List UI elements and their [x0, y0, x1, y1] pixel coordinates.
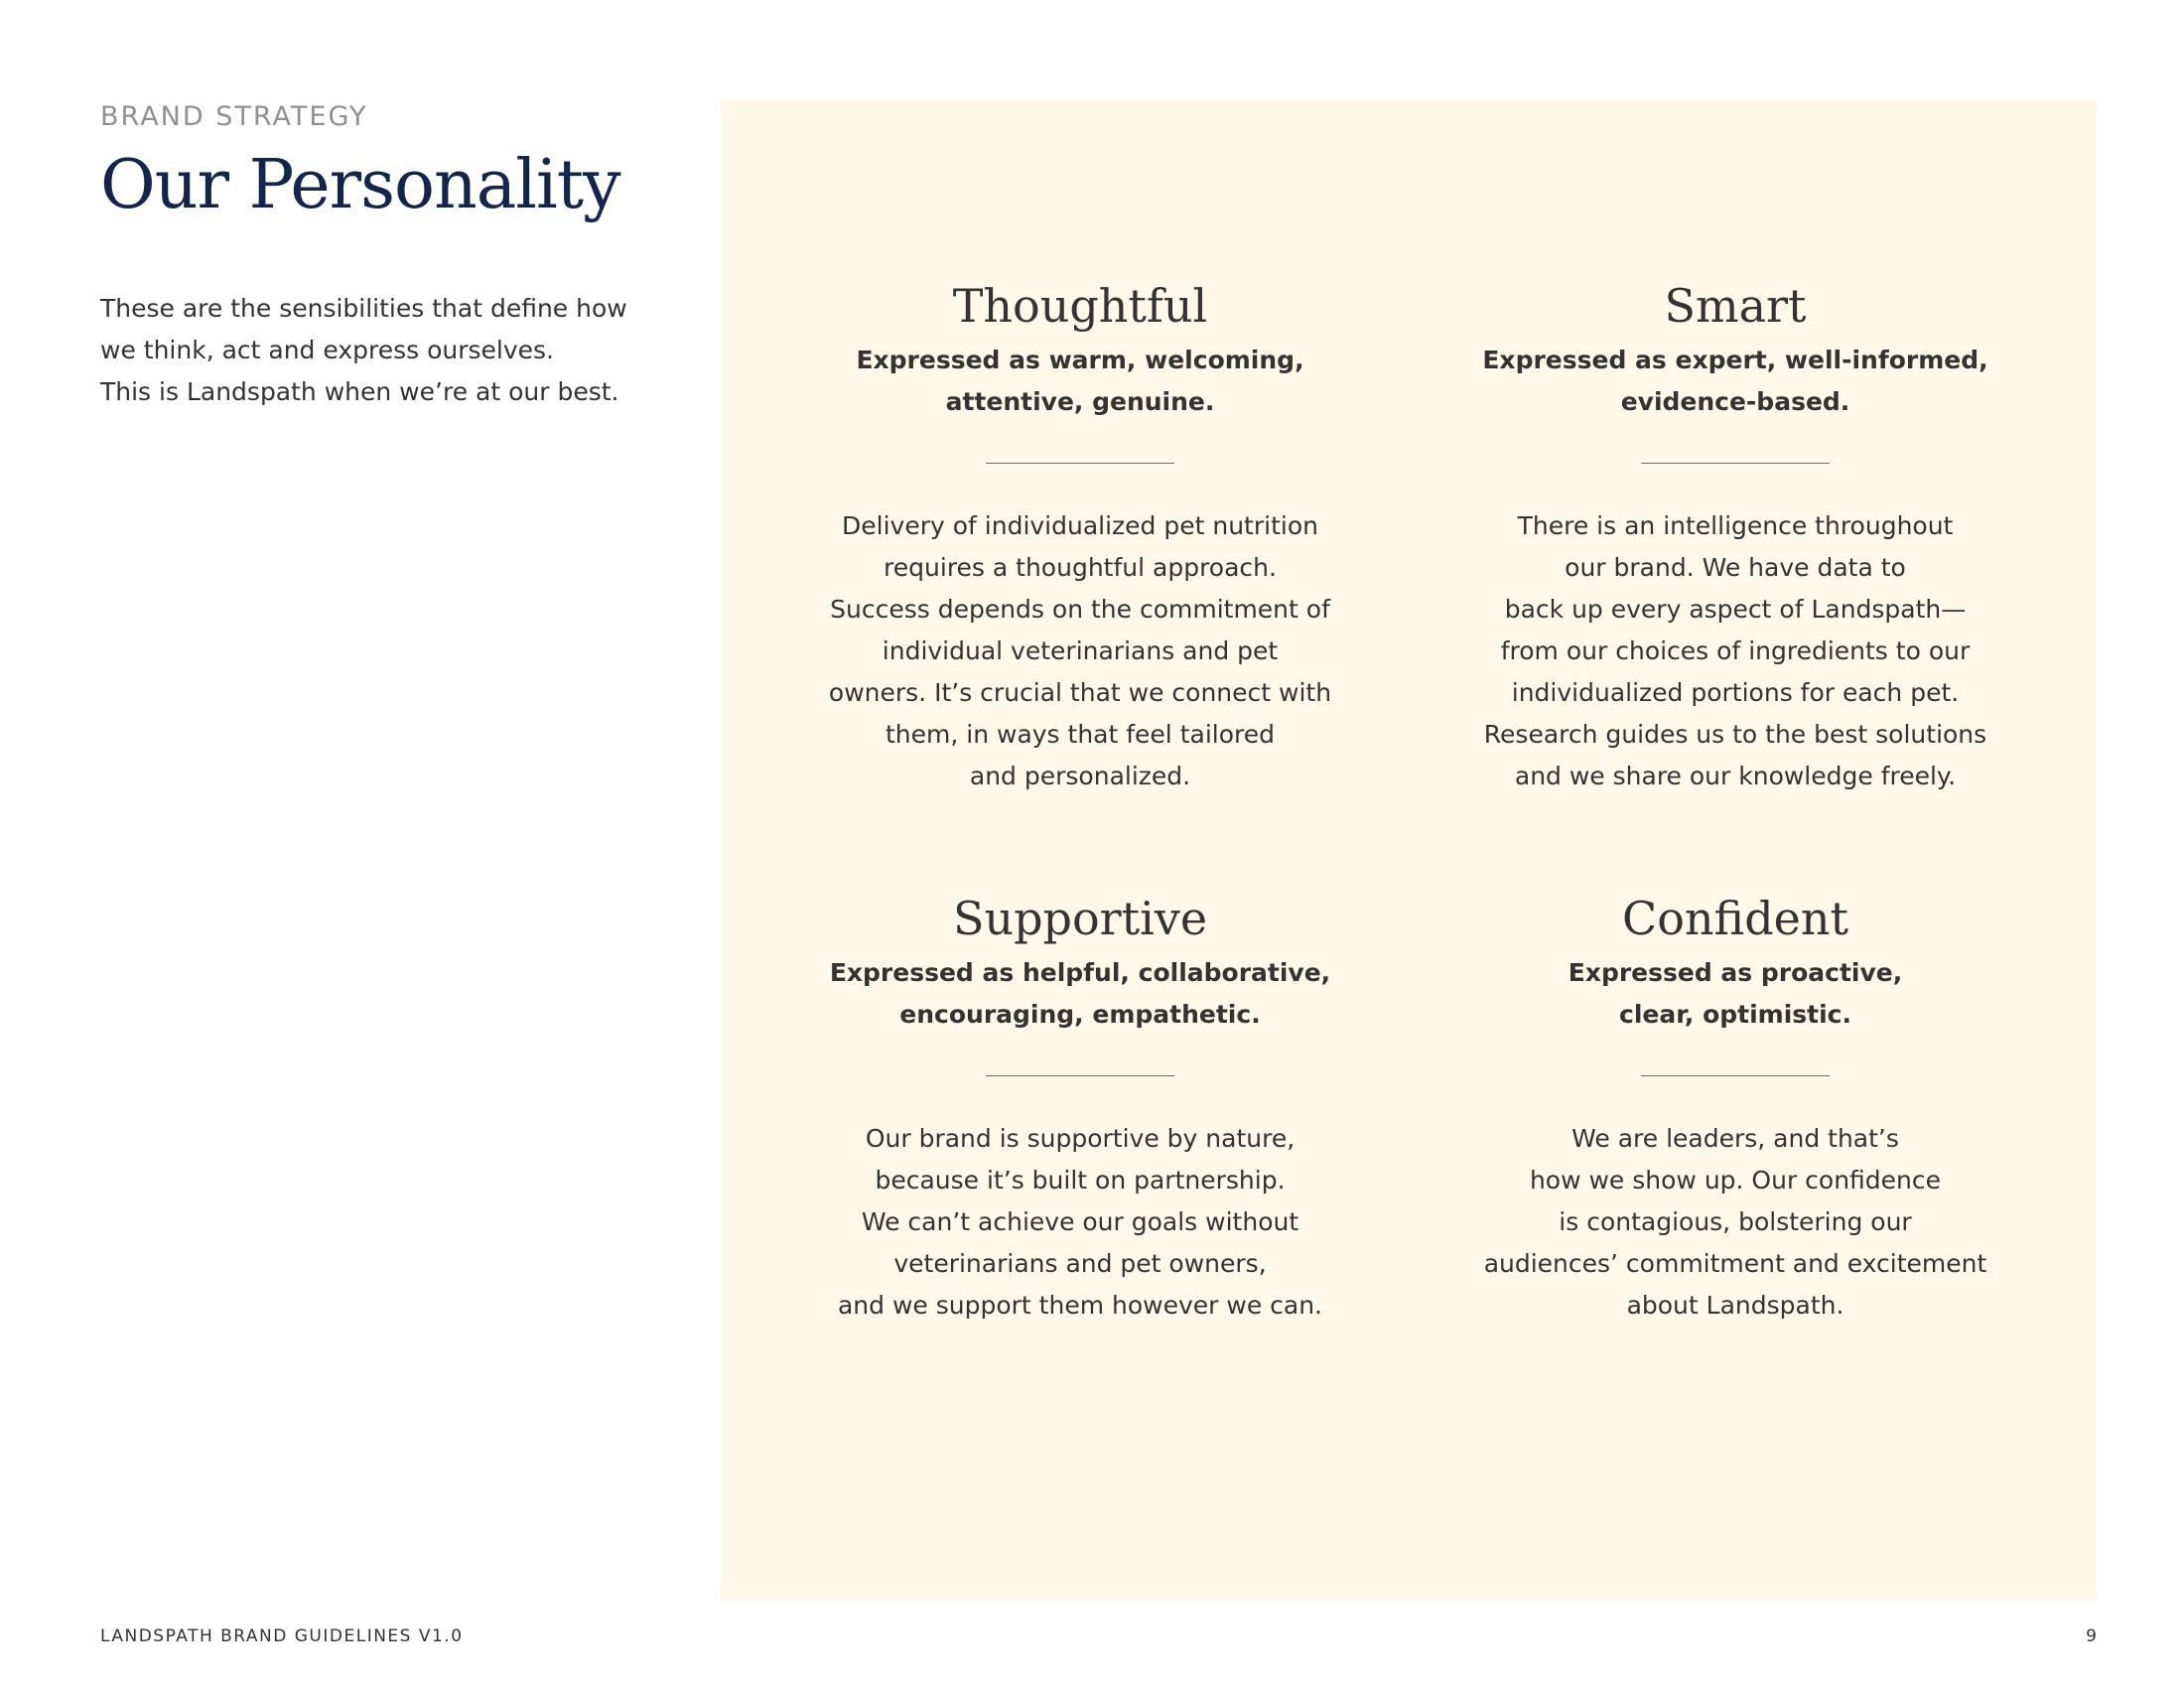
- trait-body-line: Research guides us to the best solutions: [1483, 720, 1987, 749]
- trait-body: [772, 1118, 1388, 1327]
- trait-body-line: individualized portions for each pet.: [1511, 678, 1960, 707]
- intro-line: These are the sensibilities that define how: [100, 294, 627, 323]
- trait-expressed: [1428, 340, 2043, 423]
- trait-expressed: [772, 952, 1388, 1036]
- trait-body-line: There is an intelligence throughout: [1517, 511, 1954, 540]
- trait-supportive: [772, 891, 1388, 1327]
- intro-line: we think, act and express ourselves.: [100, 336, 555, 364]
- trait-title: Confident: [1622, 892, 1848, 945]
- trait-expressed: [1428, 952, 2043, 1036]
- trait-body-line: how we show up. Our confidence: [1529, 1166, 1942, 1195]
- trait-expressed-line: encouraging, empathetic.: [899, 1000, 1261, 1029]
- trait-expressed-line: Expressed as warm, welcoming,: [856, 346, 1304, 374]
- trait-divider: [986, 463, 1174, 464]
- intro-line: This is Landspath when we’re at our best.: [100, 377, 619, 406]
- trait-expressed-line: Expressed as expert, well-informed,: [1482, 346, 1988, 374]
- trait-expressed: [772, 340, 1388, 423]
- eyebrow: BRAND STRATEGY: [100, 101, 368, 132]
- trait-body: [1428, 505, 2043, 797]
- trait-expressed-line: Expressed as proactive,: [1568, 958, 1903, 987]
- trait-title: Thoughtful: [952, 279, 1208, 333]
- trait-body-line: and personalized.: [969, 762, 1191, 790]
- trait-body-line: Delivery of individualized pet nutrition: [842, 511, 1318, 540]
- trait-body-line: requires a thoughtful approach.: [884, 553, 1277, 582]
- trait-body-line: Our brand is supportive by nature,: [865, 1124, 1296, 1153]
- footer-document-title: LANDSPATH BRAND GUIDELINES V1.0: [100, 1626, 464, 1646]
- trait-confident: [1428, 891, 2043, 1327]
- trait-thoughtful: [772, 278, 1388, 797]
- trait-body-line: about Landspath.: [1626, 1291, 1844, 1320]
- trait-expressed-line: attentive, genuine.: [945, 387, 1215, 416]
- trait-body-line: and we share our knowledge freely.: [1514, 762, 1957, 790]
- trait-body-line: owners. It’s crucial that we connect with: [828, 678, 1332, 707]
- trait-body-line: them, in ways that feel tailored: [885, 720, 1275, 749]
- trait-smart: [1428, 278, 2043, 797]
- trait-body-line: Success depends on the commitment of: [830, 595, 1330, 624]
- trait-divider: [1641, 1075, 1830, 1076]
- trait-body: [1428, 1118, 2043, 1327]
- trait-body-line: is contagious, bolstering our: [1559, 1207, 1912, 1236]
- page-number: 9: [2086, 1626, 2097, 1646]
- trait-expressed-line: clear, optimistic.: [1619, 1000, 1851, 1029]
- trait-divider: [1641, 463, 1830, 464]
- trait-title: Smart: [1664, 279, 1807, 333]
- trait-body-line: our brand. We have data to: [1565, 553, 1906, 582]
- trait-body-line: individual veterinarians and pet: [882, 636, 1279, 665]
- trait-expressed-line: evidence-based.: [1620, 387, 1850, 416]
- trait-body-line: audiences’ commitment and excitement: [1483, 1249, 1987, 1278]
- intro-text: [100, 288, 696, 413]
- trait-body-line: We can’t achieve our goals without: [861, 1207, 1299, 1236]
- page-title: Our Personality: [100, 146, 620, 224]
- trait-body-line: because it’s built on partnership.: [875, 1166, 1286, 1195]
- trait-body-line: and we support them however we can.: [837, 1291, 1322, 1320]
- trait-body-line: We are leaders, and that’s: [1571, 1124, 1899, 1153]
- trait-body-line: from our choices of ingredients to our: [1500, 636, 1971, 665]
- trait-body-line: back up every aspect of Landspath—: [1504, 595, 1967, 624]
- trait-title: Supportive: [952, 892, 1208, 945]
- trait-expressed-line: Expressed as helpful, collaborative,: [829, 958, 1331, 987]
- traits-panel: [721, 99, 2097, 1601]
- trait-body-line: veterinarians and pet owners,: [893, 1249, 1267, 1278]
- trait-body: [772, 505, 1388, 797]
- trait-divider: [986, 1075, 1174, 1076]
